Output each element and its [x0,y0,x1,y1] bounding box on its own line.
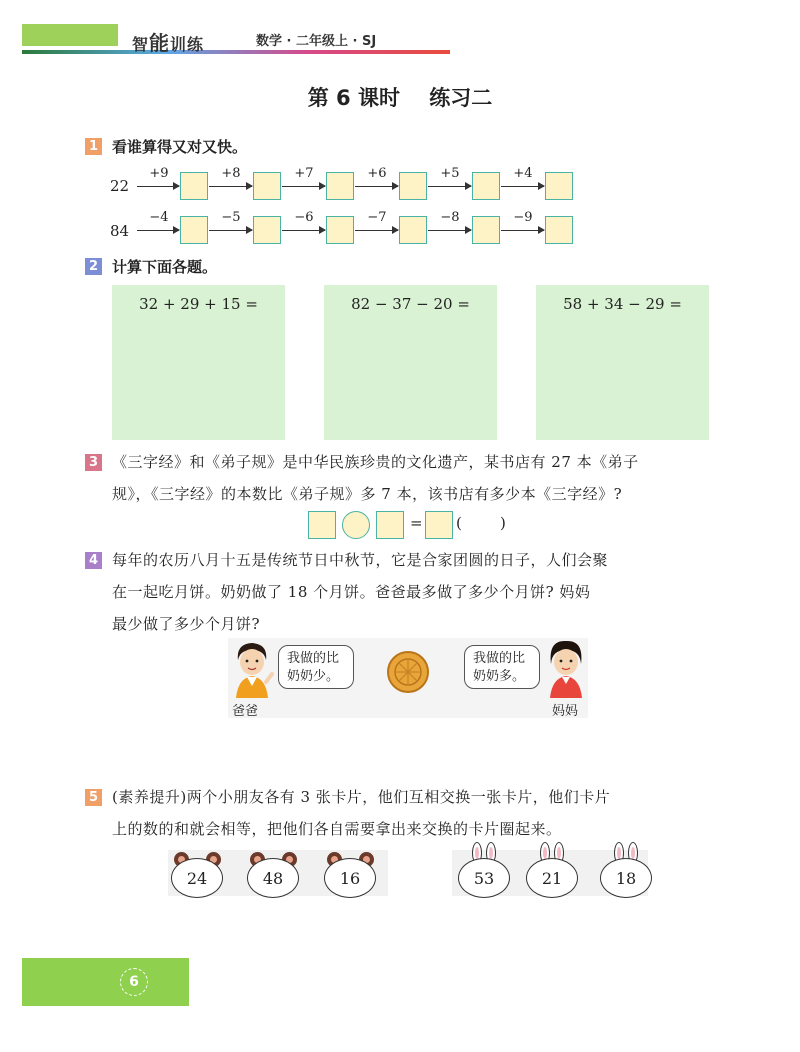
brand-logo: 智能训练 [132,31,205,55]
question-number-1: 1 [85,138,102,155]
mooncake-icon [386,650,430,694]
question-number-4: 4 [85,552,102,569]
answer-box[interactable] [472,172,500,200]
chain2-op: −4 [149,210,169,225]
mom-label: 妈妈 [552,704,579,719]
mom-illustration [544,638,588,698]
q5-line1: (素养提升)两个小朋友各有 3 张卡片，他们互相交换一张卡片，他们卡片 [112,788,611,806]
arrow [282,186,325,187]
arrow [137,186,179,187]
arrow [355,186,398,187]
arrow [282,230,325,231]
page-number: 6 [120,968,148,996]
subject-label: 数学 · 二年级上 · SJ [256,34,377,49]
rabbit-card[interactable]: 53 [458,858,510,898]
arrow [428,230,471,231]
arrow [428,186,471,187]
answer-box[interactable] [253,216,281,244]
dad-speech-bubble: 我做的比 奶奶少。 [278,645,354,689]
question-number-5: 5 [85,789,102,806]
chain1-op: +9 [149,166,169,181]
arrow [501,230,544,231]
answer-box[interactable] [399,216,427,244]
q4-line1: 每年的农历八月十五是传统节日中秋节，它是合家团圆的日子，人们会聚 [112,551,609,569]
chain2-op: −9 [513,210,533,225]
unit-parentheses: ( ) [456,514,506,532]
dad-label: 爸爸 [232,704,259,719]
dad-illustration [230,640,274,698]
q1-prompt: 看谁算得又对又快。 [112,138,248,156]
answer-box[interactable] [399,172,427,200]
equation-box-1[interactable] [308,511,336,539]
chain1-op: +7 [294,166,314,181]
answer-box[interactable] [180,216,208,244]
bear-card[interactable]: 48 [247,858,299,898]
header-green-bar [22,24,118,46]
q3-line2: 规》，《三字经》的本数比《弟子规》多 7 本，该书店有多少本《三字经》? [112,485,623,503]
chain1-op: +4 [513,166,533,181]
chain2-op: −6 [294,210,314,225]
chain1-op: +8 [221,166,241,181]
answer-box[interactable] [253,172,281,200]
calc-expression: 82 − 37 − 20 = [351,295,470,313]
chain2-op: −7 [367,210,387,225]
equation-box-2[interactable] [376,511,404,539]
chain2-op: −8 [440,210,460,225]
chain1-start: 22 [110,177,130,195]
chain2-op: −5 [221,210,241,225]
q2-prompt: 计算下面各题。 [112,258,218,276]
calc-expression: 58 + 34 − 29 = [563,295,682,313]
rabbit-card[interactable]: 21 [526,858,578,898]
question-number-3: 3 [85,454,102,471]
arrow [209,230,252,231]
q4-line3: 最少做了多少个月饼? [112,615,261,633]
q3-line1: 《三字经》和《弟子规》是中华民族珍贵的文化遗产，某书店有 27 本《弟子 [112,453,639,471]
answer-box[interactable] [326,172,354,200]
answer-box[interactable] [326,216,354,244]
chain2-start: 84 [110,222,130,240]
rabbit-card[interactable]: 18 [600,858,652,898]
calc-expression: 32 + 29 + 15 = [139,295,258,313]
arrow [355,230,398,231]
equals-sign: = [410,514,423,532]
answer-box[interactable] [545,172,573,200]
q4-line2: 在一起吃月饼。奶奶做了 18 个月饼。爸爸最多做了多少个月饼? 妈妈 [112,583,591,601]
answer-box[interactable] [472,216,500,244]
arrow [209,186,252,187]
chain1-op: +5 [440,166,460,181]
operator-circle[interactable] [342,511,370,539]
header-rainbow-line [22,50,450,54]
page-title: 第 6 课时 练习二 [307,86,493,110]
mom-speech-bubble: 我做的比 奶奶多。 [464,645,540,689]
bear-card[interactable]: 16 [324,858,376,898]
answer-box[interactable] [180,172,208,200]
arrow [501,186,544,187]
equation-result-box[interactable] [425,511,453,539]
calc-box-1[interactable] [112,285,285,440]
footer-green-bar [22,958,189,1006]
bear-card[interactable]: 24 [171,858,223,898]
arrow [137,230,179,231]
calc-box-3[interactable] [536,285,709,440]
chain1-op: +6 [367,166,387,181]
q5-line2: 上的数的和就会相等，把他们各自需要拿出来交换的卡片圈起来。 [112,820,562,838]
question-number-2: 2 [85,258,102,275]
answer-box[interactable] [545,216,573,244]
calc-box-2[interactable] [324,285,497,440]
